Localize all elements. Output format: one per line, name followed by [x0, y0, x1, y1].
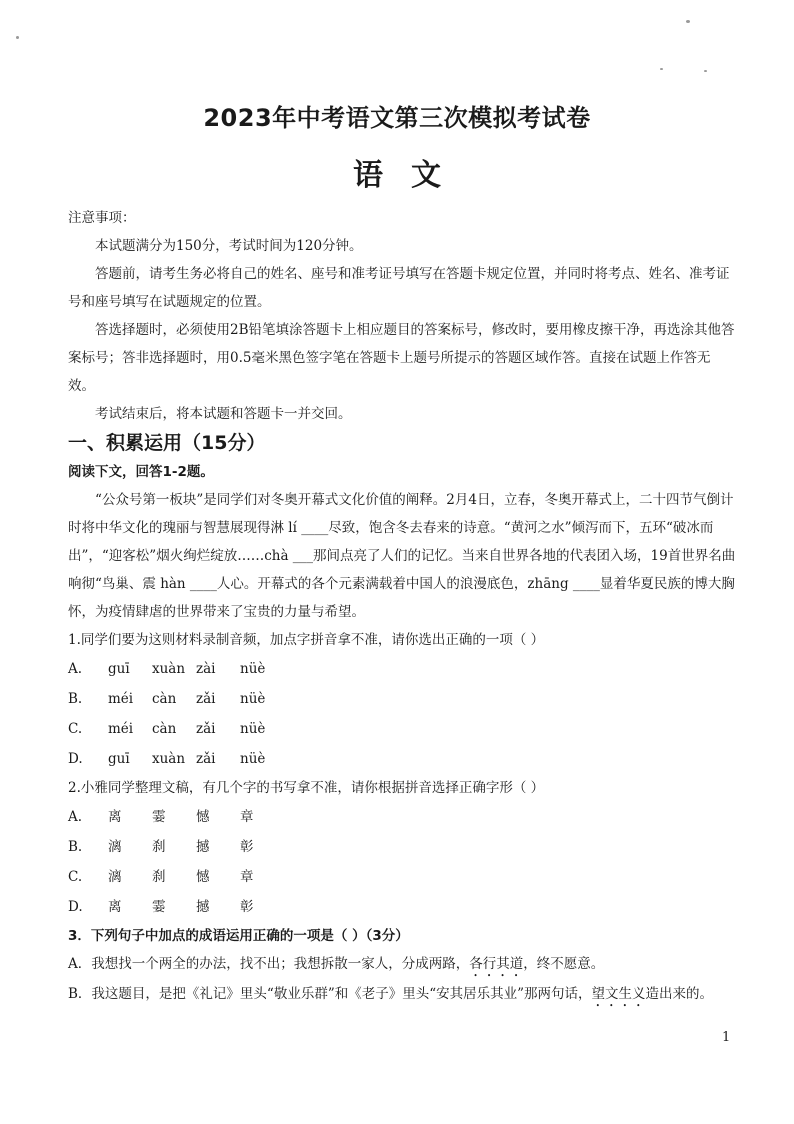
question-1-option-a: A. guī xuàn zài nüè — [68, 661, 266, 677]
question-2-option-c: C. 漓 刹 憾 章 — [68, 869, 254, 885]
question-2-option-a: A. 离 霎 憾 章 — [68, 809, 254, 825]
notice-item: 答题前，请考生务必将自己的姓名、座号和准考证号填写在答题卡规定位置，并同时将考点、姓名、准考证号和座号填写在试题规定的位置。 — [68, 266, 730, 310]
scan-speck — [16, 36, 19, 39]
subject-title: 语文 — [353, 158, 469, 193]
question-2-option-b: B. 漓 刹 撼 彰 — [68, 839, 254, 855]
question-1-option-d: D. guī xuàn zǎi nüè — [68, 751, 266, 767]
question-3-option-b: B．我这题目，是把《礼记》里头“敬业乐群”和《老子》里头“安其居乐其业”那两句话，望文生义造出来的。 — [68, 986, 714, 1002]
exam-body — [68, 204, 736, 1010]
dotted-idiom: 望文生义 — [591, 986, 646, 1002]
scan-speck — [660, 68, 663, 70]
exam-title: 2023年中考语文第三次模拟考试卷 — [203, 104, 591, 132]
scan-speck — [686, 20, 690, 23]
reading-instruction: 阅读下文，回答1-2题。 — [68, 464, 214, 480]
dotted-idiom: 各行其道 — [469, 956, 524, 972]
section-heading: 一、积累运用（15分） — [68, 432, 266, 454]
notice-item: 本试题满分为150分，考试时间为120分钟。 — [95, 238, 363, 254]
question-1-option-b: B. méi càn zǎi nüè — [68, 691, 266, 707]
question-1-stem: 1.同学们要为这则材料录制音频，加点字拼音拿不准，请你选出正确的一项（ ） — [68, 632, 545, 648]
notice-heading: 注意事项： — [68, 210, 136, 226]
question-2-option-d: D. 离 霎 撼 彰 — [68, 899, 254, 915]
scan-speck — [704, 70, 707, 72]
question-2-stem: 2.小雅同学整理文稿，有几个字的书写拿不准，请你根据拼音选择正确字形（ ） — [68, 780, 545, 796]
page-number: 1 — [722, 1030, 731, 1045]
notice-item: 答选择题时，必须使用2B铅笔填涂答题卡上相应题目的答案标号，修改时，要用橡皮擦干净，再选涂其他答案标号；答非选择题时，用0.5毫米黑色签字笔在答题卡上题号所提示的答题区域作答。直接在试题上作答无效。 — [68, 322, 735, 394]
reading-passage: “公众号第一板块”是同学们对冬奥开幕式文化价值的阐释。2月4日，立春，冬奥开幕式上，二十四节气倒计时将中华文化的瑰丽与智慧展现得淋 lí ____尽致，饱含冬去春来的诗意。“黄河之水”倾泻而下，五环“破冰而出”，“迎客松”烟火绚烂绽放……chà ___那间点亮了人们的记忆。当来自世界各地的代表团入场，19首世界名曲响彻“鸟巢、震 hàn ____人心。开幕式的各个元素满载着中国人的浪漫底色，zhāng ____显着华夏民族的博大胸怀，为疫情肆虐的世界带来了宝贵的力量与希望。 — [68, 492, 736, 620]
notice-item: 考试结束后，将本试题和答题卡一并交回。 — [95, 406, 352, 422]
question-3-stem: 3．下列句子中加点的成语运用正确的一项是（ ）（3分） — [68, 928, 409, 944]
question-1-option-c: C. méi càn zǎi nüè — [68, 721, 266, 737]
question-3-option-a: A．我想找一个两全的办法，找不出；我想拆散一家人，分成两路，各行其道，终不愿意。 — [68, 956, 605, 972]
